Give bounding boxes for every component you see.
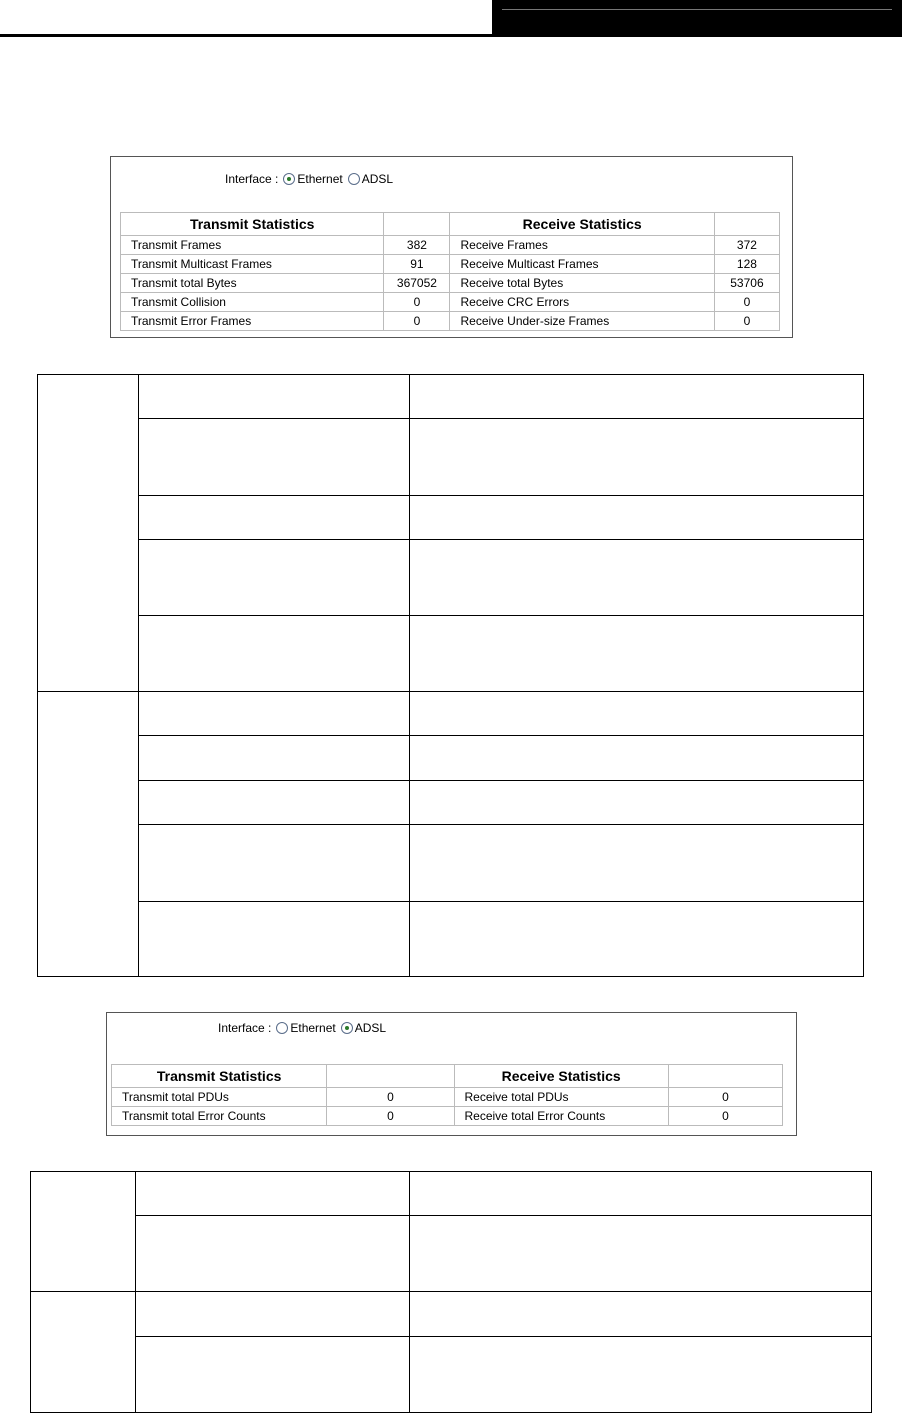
rx-label: Receive total PDUs bbox=[455, 1088, 669, 1107]
field-description-cell bbox=[409, 825, 863, 902]
field-name-cell bbox=[135, 1292, 409, 1337]
tx-value: 0 bbox=[327, 1107, 454, 1126]
receive-value-header bbox=[669, 1065, 783, 1088]
ethernet-radio[interactable] bbox=[276, 1022, 288, 1034]
header-rule bbox=[0, 34, 492, 37]
ethernet-stats-table bbox=[120, 212, 780, 331]
field-description-cell bbox=[409, 419, 863, 496]
field-name-cell bbox=[138, 736, 409, 781]
adsl-stats-table bbox=[111, 1064, 783, 1126]
field-description-cell bbox=[409, 692, 863, 736]
tx-label: Transmit total PDUs bbox=[112, 1088, 327, 1107]
rx-value: 0 bbox=[715, 312, 780, 331]
table-row bbox=[121, 293, 780, 312]
adsl-option-label: ADSL bbox=[354, 1021, 387, 1035]
ethernet-stats-panel bbox=[110, 156, 793, 338]
rx-value: 53706 bbox=[715, 274, 780, 293]
rx-label: Receive Multicast Frames bbox=[450, 255, 714, 274]
table-row bbox=[121, 274, 780, 293]
transmit-group-cell bbox=[31, 1172, 136, 1292]
tx-label: Transmit Error Frames bbox=[121, 312, 384, 331]
receive-stats-header: Receive Statistics bbox=[450, 213, 714, 236]
tx-label: Transmit Multicast Frames bbox=[121, 255, 384, 274]
field-name-cell bbox=[138, 496, 409, 540]
receive-stats-header: Receive Statistics bbox=[455, 1065, 669, 1088]
rx-label: Receive total Bytes bbox=[450, 274, 714, 293]
field-description-cell bbox=[409, 1172, 871, 1216]
field-name-cell bbox=[135, 1216, 409, 1292]
transmit-group-cell bbox=[38, 375, 139, 692]
field-name-cell bbox=[138, 692, 409, 736]
tx-value: 367052 bbox=[384, 274, 450, 293]
transmit-stats-header: Transmit Statistics bbox=[121, 213, 384, 236]
tx-label: Transmit total Error Counts bbox=[112, 1107, 327, 1126]
interface-label: Interface : bbox=[225, 172, 279, 186]
adsl-stats-panel bbox=[106, 1012, 797, 1136]
transmit-stats-header: Transmit Statistics bbox=[112, 1065, 327, 1088]
field-name-cell bbox=[138, 419, 409, 496]
field-name-cell bbox=[135, 1337, 409, 1413]
field-description-cell bbox=[409, 375, 863, 419]
transmit-value-header bbox=[327, 1065, 454, 1088]
field-name-cell bbox=[138, 825, 409, 902]
field-name-cell bbox=[138, 616, 409, 692]
tx-value: 0 bbox=[384, 293, 450, 312]
rx-label: Receive CRC Errors bbox=[450, 293, 714, 312]
field-name-cell bbox=[135, 1172, 409, 1216]
interface-selector bbox=[225, 172, 393, 186]
tx-value: 0 bbox=[384, 312, 450, 331]
tx-value: 91 bbox=[384, 255, 450, 274]
tx-label: Transmit total Bytes bbox=[121, 274, 384, 293]
tx-label: Transmit Frames bbox=[121, 236, 384, 255]
field-description-cell bbox=[409, 781, 863, 825]
ethernet-option-label: Ethernet bbox=[290, 1021, 336, 1035]
rx-value: 0 bbox=[669, 1088, 783, 1107]
field-description-cell bbox=[409, 1292, 871, 1337]
field-description-cell bbox=[409, 496, 863, 540]
header-bar bbox=[492, 0, 902, 37]
field-description-cell bbox=[409, 1216, 871, 1292]
transmit-value-header bbox=[384, 213, 450, 236]
table-row bbox=[121, 312, 780, 331]
ethernet-radio[interactable] bbox=[283, 173, 295, 185]
table-row bbox=[121, 236, 780, 255]
field-description-cell bbox=[409, 736, 863, 781]
interface-label: Interface : bbox=[218, 1021, 272, 1035]
adsl-option-label: ADSL bbox=[361, 172, 394, 186]
rx-label: Receive total Error Counts bbox=[455, 1107, 669, 1126]
rx-value: 372 bbox=[715, 236, 780, 255]
adsl-radio[interactable] bbox=[348, 173, 360, 185]
field-name-cell bbox=[138, 902, 409, 977]
table-row bbox=[112, 1088, 783, 1107]
rx-label: Receive Frames bbox=[450, 236, 714, 255]
tx-value: 0 bbox=[327, 1088, 454, 1107]
receive-group-cell bbox=[31, 1292, 136, 1413]
table-row bbox=[112, 1107, 783, 1126]
ethernet-description-table bbox=[37, 374, 864, 977]
ethernet-option-label: Ethernet bbox=[297, 172, 343, 186]
table-row bbox=[121, 255, 780, 274]
field-name-cell bbox=[138, 540, 409, 616]
rx-value: 0 bbox=[715, 293, 780, 312]
field-description-cell bbox=[409, 1337, 871, 1413]
rx-label: Receive Under-size Frames bbox=[450, 312, 714, 331]
field-description-cell bbox=[409, 540, 863, 616]
rx-value: 0 bbox=[669, 1107, 783, 1126]
rx-value: 128 bbox=[715, 255, 780, 274]
field-name-cell bbox=[138, 781, 409, 825]
interface-selector bbox=[218, 1021, 386, 1035]
tx-value: 382 bbox=[384, 236, 450, 255]
tx-label: Transmit Collision bbox=[121, 293, 384, 312]
receive-group-cell bbox=[38, 692, 139, 977]
field-description-cell bbox=[409, 902, 863, 977]
adsl-description-table bbox=[30, 1171, 872, 1413]
field-description-cell bbox=[409, 616, 863, 692]
field-name-cell bbox=[138, 375, 409, 419]
receive-value-header bbox=[715, 213, 780, 236]
adsl-radio[interactable] bbox=[341, 1022, 353, 1034]
